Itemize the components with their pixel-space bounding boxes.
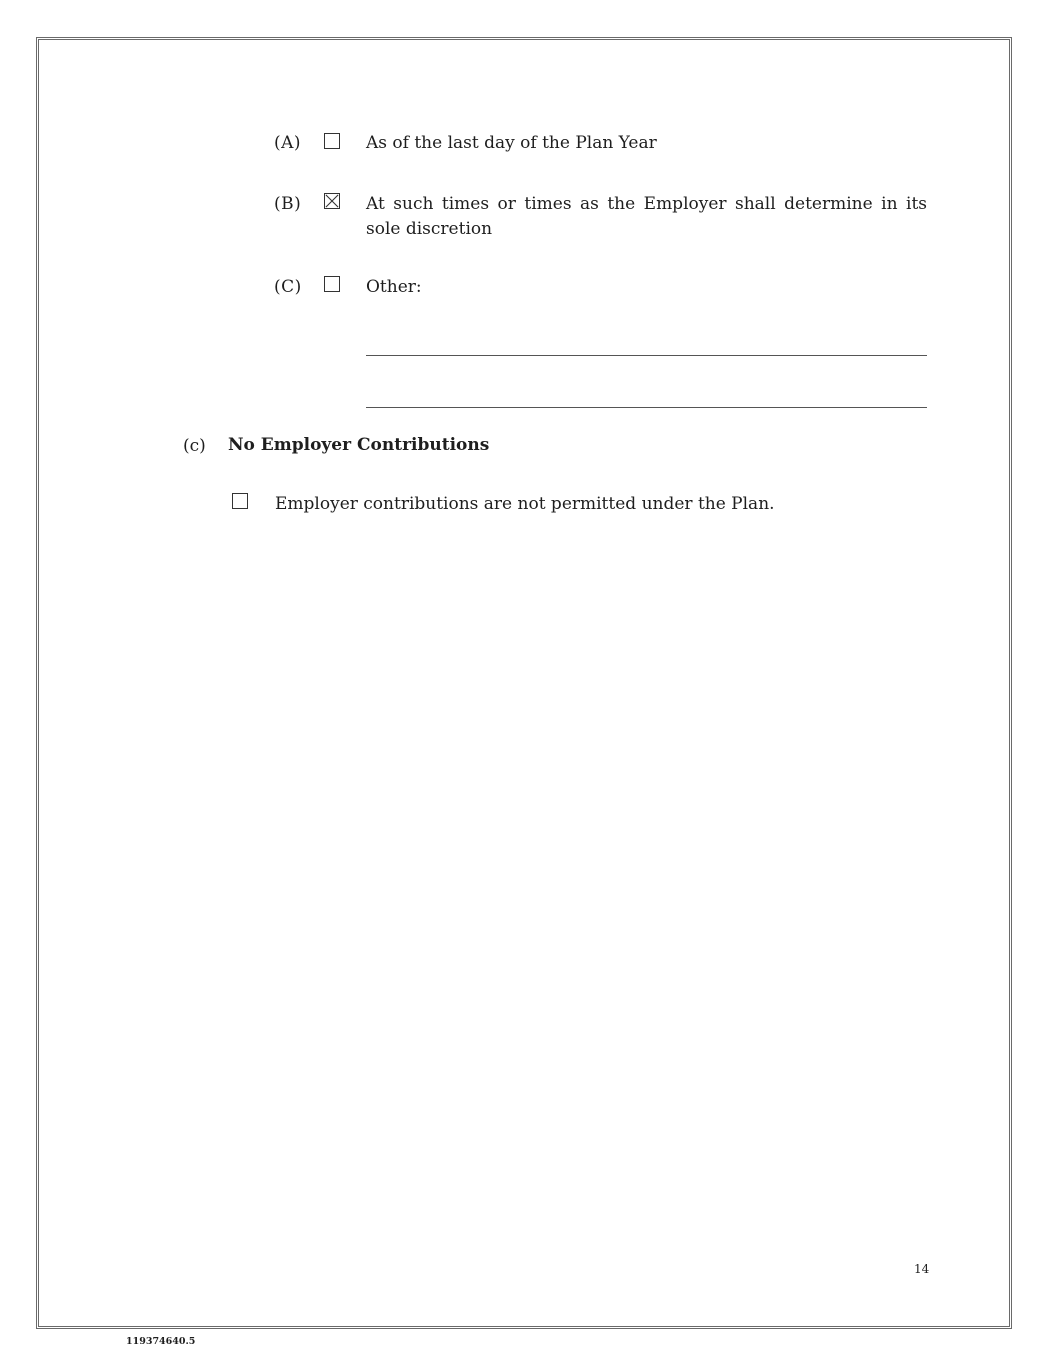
option-c-text: Other: — [366, 277, 422, 297]
option-a-letter: (A) — [274, 133, 302, 153]
page-number: 14 — [914, 1262, 930, 1276]
checkmark-x-icon — [325, 194, 339, 208]
document-id: 119374640.5 — [126, 1336, 196, 1347]
option-c-checkbox[interactable] — [324, 276, 340, 292]
option-a-text: As of the last day of the Plan Year — [366, 133, 657, 153]
no-employer-contributions-checkbox[interactable] — [232, 493, 248, 509]
section-c-letter: (c) — [183, 436, 206, 456]
option-b-text: At such times or times as the Employer shall determine in its sole discretion — [366, 194, 927, 239]
option-b-letter: (B) — [274, 194, 302, 214]
section-c-title: No Employer Contributions — [228, 435, 490, 455]
no-employer-contributions-text: Employer contributions are not permitted under the Plan. — [275, 494, 775, 514]
other-blank-line-2[interactable] — [366, 407, 927, 408]
option-b-checkbox[interactable] — [324, 193, 340, 209]
option-c-letter: (C) — [274, 277, 302, 297]
option-a-checkbox[interactable] — [324, 133, 340, 149]
other-blank-line-1[interactable] — [366, 355, 927, 356]
